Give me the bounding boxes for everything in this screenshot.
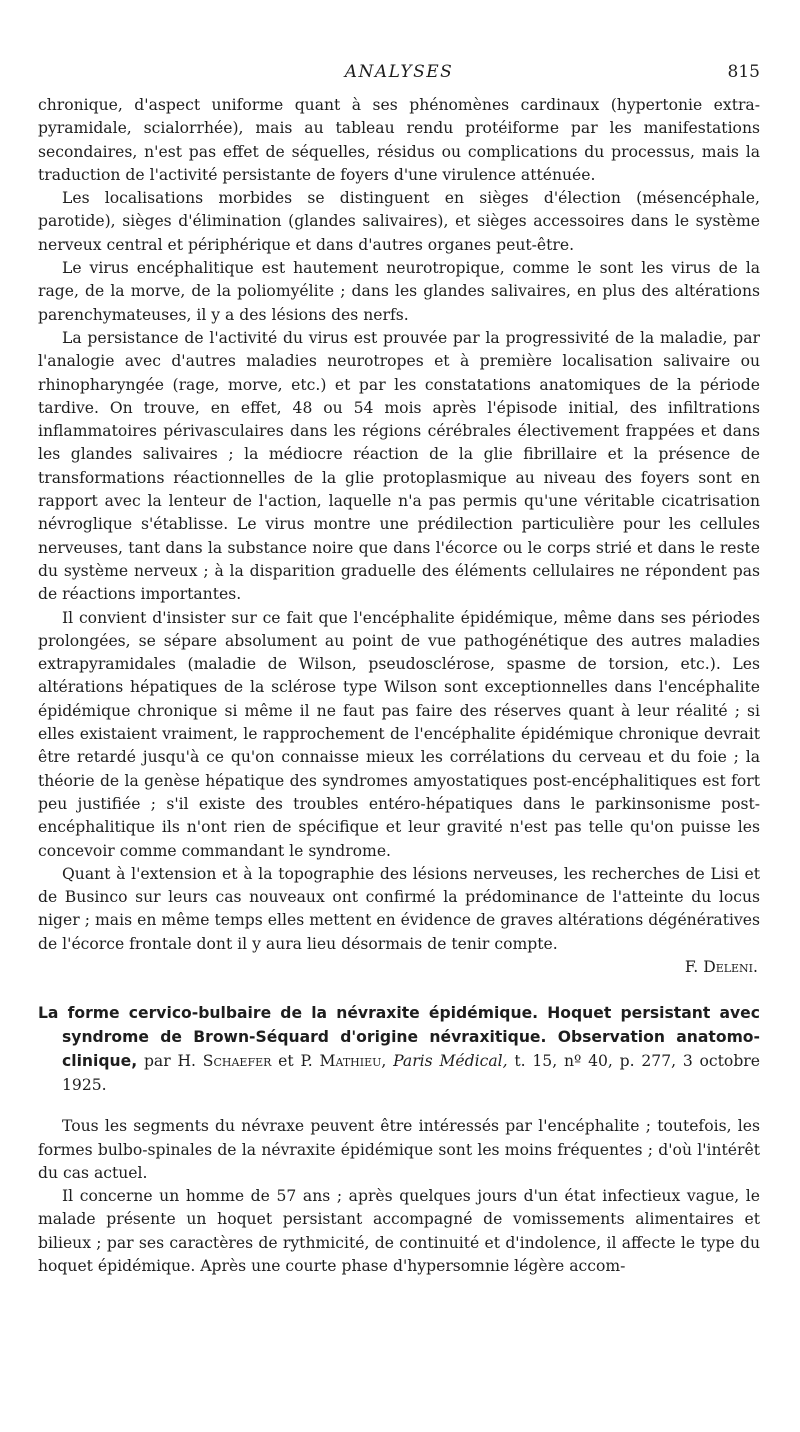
paragraph: La persistance de l'activité du virus est prouvée par la progressivité de la maladie, par l'analogie avec d'autres maladies neurotropes et à première localisation salivaire ou rhinopharyngée (rage, morve, etc.) et par les constatations anatomiques de la période tardive. On trouve, en effet, 48 ou 54 mois après l'épisode initial, des infiltrations inflammatoires périvasculaires dans les régions cérébrales électivement frappées et dans les glandes salivaires ; la médiocre réaction de la glie fibrillaire et la présence de transformations réactionnelles de la glie protoplasmique au niveau des foyers sont en rapport avec la lenteur de l'action, laquelle n'a pas permis qu'une véritable cicatrisation névroglique s'établisse. Le virus montre une prédilection particulière pour les cellules nerveuses, tant dans la substance noire que dans l'écorce ou le corps strié et dans le reste du système nerveux ; à la disparition graduelle des éléments cellulaires ne répondent pas de réactions importantes. bbox=[38, 328, 760, 604]
section-gap bbox=[38, 1097, 760, 1115]
article-author-1: H. Schaefer bbox=[177, 1052, 272, 1071]
article-author-2: P. Mathieu, bbox=[300, 1052, 387, 1071]
body-text bbox=[38, 94, 760, 1278]
article-paragraph: Il concerne un homme de 57 ans ; après quelques jours d'un état infectieux vague, le malade présente un hoquet persistant accompagné de vomissements alimentaires et bilieux ; par ses caractères de rythmicité, de continuité et d'indolence, il affecte le type du hoquet épidémique. Après une courte phase d'hypersomnie légère accom- bbox=[38, 1187, 760, 1276]
article-paragraph: Tous les segments du névraxe peuvent être intéressés par l'encéphalite ; toutefois, les formes bulbo-spinales de la névraxite épidémique sont les moins fréquentes ; d'où l'intérêt du cas actuel. bbox=[38, 1117, 760, 1182]
article-citation: t. 15, nº 40, p. 277, 3 octobre 1925. bbox=[62, 1052, 760, 1095]
paragraph-continued: chronique, d'aspect uniforme quant à ses phénomènes cardinaux (hypertonie extra-pyramidale, scialorrhée), mais au tableau rendu protéiforme par les manifestations secondaires, n'est pas effet de séquelles, résidus ou complications du processus, mais la traduction de l'activité persistante de foyers d'une virulence atténuée. bbox=[38, 96, 760, 184]
paragraph: Le virus encéphalitique est hautement neurotropique, comme le sont les virus de la rage, de la morve, de la poliomyélite ; dans les glandes salivaires, en plus des altérations parenchymateuses, il y a des lésions des nerfs. bbox=[38, 259, 760, 324]
running-head-title: ANALYSES bbox=[344, 62, 454, 82]
review-signature: F. Deleni. bbox=[684, 957, 758, 976]
article-journal: Paris Médical, bbox=[393, 1052, 508, 1071]
page-number: 815 bbox=[727, 62, 760, 82]
article-by: par bbox=[143, 1052, 171, 1071]
paragraph: Il convient d'insister sur ce fait que l'encéphalite épidémique, même dans ses périodes prolongées, se sépare absolument au point de vue pathogénétique des autres maladies extrapyramidales (maladie de Wilson, pseudosclérose, spasme de torsion, etc.). Les altérations hépatiques de la sclérose type Wilson sont exceptionnelles dans l'encéphalite épidémique chronique si même il ne faut pas faire des réserves quant à leur réalité ; si elles existaient vraiment, le rapprochement de l'encéphalite épidémique chronique devrait être retardé jusqu'à ce qu'on connaisse mieux les corrélations du cerveau et du foie ; la théorie de la genèse hépatique des syndromes amyostatiques post-encéphalitiques est fort peu justifiée ; s'il existe des troubles entéro-hépatiques dans le parkinsonisme post-encéphalitique ils n'ont rien de spécifique et leur gravité n'est pas telle qu'on puisse les concevoir comme commandant le syndrome. bbox=[38, 608, 760, 860]
article-title: La forme cervico-bulbaire de la névraxite épidémique. Hoquet persistant avec syndrome de Brown-Séquard d'origine névraxitique. Observation anatomo-clinique, bbox=[38, 1004, 760, 1071]
running-head bbox=[38, 62, 760, 88]
article-and: et bbox=[278, 1052, 294, 1071]
paragraph: Quant à l'extension et à la topographie des lésions nerveuses, les recherches de Lisi et de Businco sur leurs cas nouveaux ont confirmé la prédominance de l'atteinte du locus niger ; mais en même temps elles mettent en évidence de graves altérations dégénératives de l'écorce frontale dont il y aura lieu désormais de tenir compte. bbox=[38, 864, 760, 953]
paragraph: Les localisations morbides se distinguent en sièges d'élection (mésencéphale, parotide), sièges d'élimination (glandes salivaires), et sièges accessoires dans le système nerveux central et périphérique et dans d'autres organes peut-être. bbox=[38, 189, 760, 254]
article-heading bbox=[38, 1001, 760, 1097]
